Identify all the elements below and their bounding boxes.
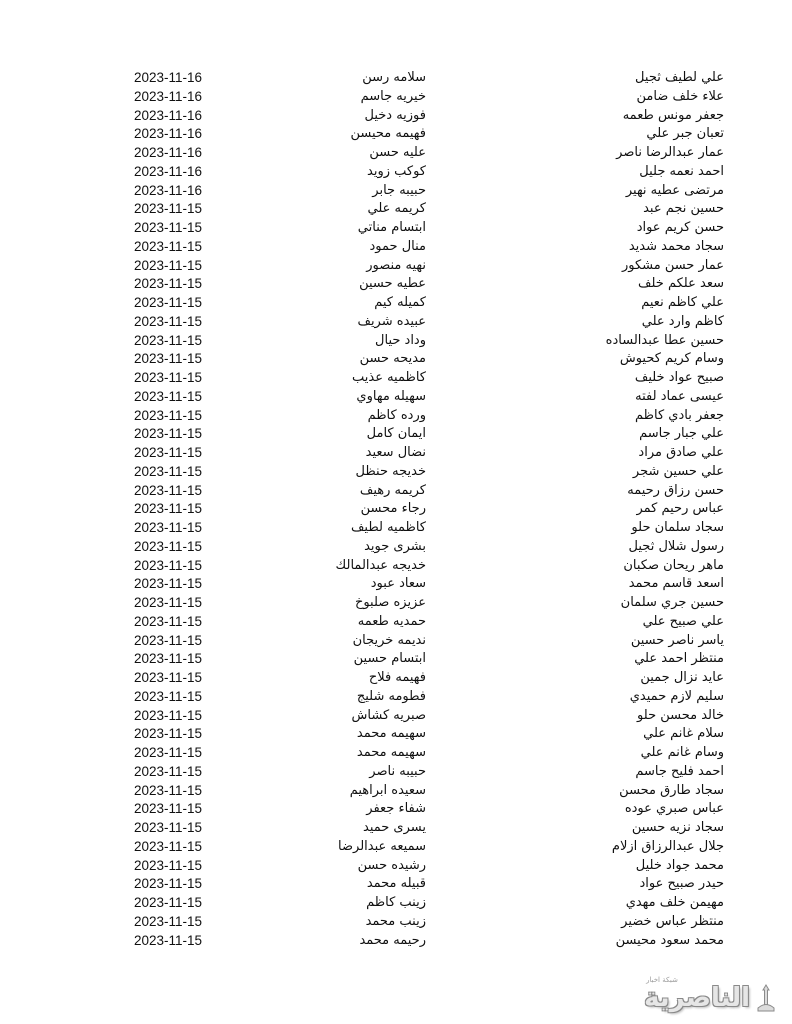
list-row (0, 350, 792, 369)
person-name: جلال عبدالرزاق ازلام (611, 838, 724, 854)
date-value: 2023-11-15 (134, 482, 203, 498)
date-value: 2023-11-15 (134, 557, 203, 573)
date-value: 2023-11-15 (134, 332, 203, 348)
mother-name: ورده كاظم (367, 407, 426, 423)
mother-name: رجاء محسن (360, 501, 426, 517)
mother-name: فطومه شليج (356, 688, 426, 704)
mother-name: عليه حسن (369, 145, 426, 160)
list-row (0, 275, 792, 294)
person-name: خالد محسن حلو (637, 707, 724, 723)
list-row (0, 407, 792, 426)
date-value: 2023-11-15 (134, 313, 203, 329)
mother-name: ايمان كامل (366, 426, 426, 442)
date-value: 2023-11-16 (134, 145, 203, 160)
person-name: ماهر ريحان صكبان (623, 557, 724, 573)
mother-name: كاظميه عذيب (351, 370, 426, 385)
list-row (0, 744, 792, 763)
mother-name: حبيبه جابر (372, 182, 426, 198)
person-name: سجاد سلمان حلو (631, 520, 724, 535)
list-row (0, 238, 792, 257)
mother-name: كميله كيم (374, 295, 426, 310)
list-row (0, 932, 792, 951)
date-value: 2023-11-15 (134, 201, 203, 217)
list-row (0, 538, 792, 557)
person-name: منتظر عباس خضير (621, 913, 724, 929)
list-row (0, 632, 792, 651)
date-value: 2023-11-15 (134, 707, 203, 723)
person-name: محمد سعود محيسن (615, 932, 724, 948)
person-name: وسام كريم كحيوش (619, 351, 724, 367)
watermark-logo (644, 976, 778, 1013)
list-row (0, 313, 792, 332)
date-value: 2023-11-15 (134, 895, 203, 910)
person-name: صبيح عواد خليف (634, 370, 724, 385)
date-value: 2023-11-15 (134, 801, 203, 817)
person-name: علي حسين شجر (632, 463, 724, 479)
mother-name: يسرى حميد (363, 820, 426, 835)
date-value: 2023-11-15 (134, 407, 203, 423)
list-row (0, 125, 792, 144)
person-name: علي لطيف ثجيل (635, 70, 724, 85)
person-name: علي كاظم نعيم (641, 295, 724, 310)
person-name: علي جبار جاسم (639, 426, 724, 442)
list-row (0, 163, 792, 182)
date-value: 2023-11-15 (134, 745, 203, 760)
mother-name: ابتسام مناتي (357, 220, 426, 235)
person-name: منتظر احمد علي (634, 651, 724, 667)
mother-name: مديحه حسن (359, 351, 426, 367)
person-name: تعبان جبر علي (646, 126, 724, 142)
list-row (0, 913, 792, 932)
person-name: علي صادق مراد (638, 445, 724, 460)
date-value: 2023-11-16 (134, 126, 203, 142)
list-row (0, 294, 792, 313)
person-name: عيسى عماد لفته (635, 388, 724, 404)
date-value: 2023-11-15 (134, 688, 203, 704)
list-row (0, 688, 792, 707)
mother-name: نهيه منصور (366, 257, 426, 273)
list-row (0, 219, 792, 238)
date-value: 2023-11-16 (134, 163, 203, 179)
person-name: وسام غانم علي (640, 745, 724, 760)
person-name: سجاد نزيه حسين (631, 820, 724, 835)
person-name: حسن رزاق رحيمه (627, 482, 724, 498)
date-value: 2023-11-15 (134, 220, 203, 235)
date-value: 2023-11-16 (134, 107, 203, 123)
list-row (0, 613, 792, 632)
list-row (0, 763, 792, 782)
mother-name: فوزيه دخيل (364, 107, 426, 123)
minaret-emblem-icon (754, 984, 778, 1012)
mother-name: نديمه خريجان (352, 632, 426, 648)
mother-name: فهيمه فلاح (368, 670, 426, 685)
mother-name: سهيمه محمد (356, 745, 426, 760)
person-name: اسعد قاسم محمد (628, 576, 724, 592)
date-value: 2023-11-15 (134, 463, 203, 479)
list-row (0, 500, 792, 519)
watermark-title: شبكة اخبار الناصرية (644, 976, 750, 1013)
date-value: 2023-11-15 (134, 876, 203, 892)
list-row (0, 144, 792, 163)
mother-name: رحيمه محمد (359, 932, 426, 948)
date-value: 2023-11-15 (134, 782, 203, 798)
list-row (0, 463, 792, 482)
list-row (0, 875, 792, 894)
person-name: كاظم وارد علي (641, 313, 724, 329)
mother-name: زينب كاظم (366, 895, 426, 910)
date-value: 2023-11-15 (134, 576, 203, 592)
mother-name: سهيمه محمد (356, 726, 426, 742)
list-row (0, 707, 792, 726)
list-row (0, 519, 792, 538)
list-row (0, 669, 792, 688)
list-row (0, 819, 792, 838)
date-value: 2023-11-16 (134, 88, 203, 104)
date-value: 2023-11-16 (134, 182, 203, 198)
mother-name: حبيبه ناصر (369, 763, 426, 779)
mother-name: فهيمه محيسن (350, 126, 426, 142)
person-name: علي صبيح علي (642, 613, 724, 629)
mother-name: سهيله مهاوي (356, 388, 426, 404)
date-value: 2023-11-15 (134, 276, 203, 292)
date-value: 2023-11-15 (134, 520, 203, 535)
list-row (0, 107, 792, 126)
person-name: رسول شلال ثجيل (628, 538, 724, 554)
mother-name: وداد حيال (375, 332, 426, 348)
person-name: عايد نزال جمين (640, 670, 724, 685)
list-row (0, 575, 792, 594)
list-row (0, 369, 792, 388)
list-row (0, 200, 792, 219)
date-value: 2023-11-15 (134, 351, 203, 367)
date-value: 2023-11-15 (134, 613, 203, 629)
person-name: سجاد طارق محسن (619, 782, 724, 798)
mother-name: سعيده ابراهيم (349, 782, 426, 798)
person-name: عمار عبدالرضا ناصر (616, 145, 724, 160)
date-value: 2023-11-15 (134, 670, 203, 685)
person-name: سعد علكم خلف (638, 276, 724, 292)
mother-name: رشيده حسن (357, 857, 426, 873)
person-name: حسين نجم عبد (643, 201, 724, 217)
mother-name: قبيله محمد (366, 876, 426, 892)
list-row (0, 69, 792, 88)
date-value: 2023-11-15 (134, 257, 203, 273)
date-value: 2023-11-15 (134, 238, 203, 254)
date-value: 2023-11-15 (134, 838, 203, 854)
list-row (0, 725, 792, 744)
date-value: 2023-11-15 (134, 595, 203, 610)
list-row (0, 838, 792, 857)
date-value: 2023-11-16 (134, 70, 203, 85)
mother-name: ابتسام حسين (353, 651, 426, 667)
list-row (0, 650, 792, 669)
mother-name: كريمه رهيف (359, 482, 426, 498)
mother-name: خيريه جاسم (360, 88, 426, 104)
person-name: علاء خلف ضامن (636, 88, 724, 104)
mother-name: بشرى جويد (364, 538, 426, 554)
mother-name: عبيده شريف (357, 313, 426, 329)
date-value: 2023-11-15 (134, 501, 203, 517)
mother-name: كاظميه لطيف (350, 520, 426, 535)
list-row (0, 332, 792, 351)
date-value: 2023-11-15 (134, 932, 203, 948)
list-row (0, 594, 792, 613)
list-row (0, 257, 792, 276)
mother-name: عطيه حسين (359, 276, 426, 292)
date-value: 2023-11-15 (134, 426, 203, 442)
person-name: سليم لازم حميدي (629, 688, 724, 704)
list-row (0, 782, 792, 801)
date-value: 2023-11-15 (134, 538, 203, 554)
date-value: 2023-11-15 (134, 295, 203, 310)
date-value: 2023-11-15 (134, 388, 203, 404)
mother-name: خديجه عبدالمالك (335, 557, 426, 573)
date-value: 2023-11-15 (134, 763, 203, 779)
mother-name: شفاء جعفر (366, 801, 426, 817)
list-row (0, 425, 792, 444)
date-value: 2023-11-15 (134, 857, 203, 873)
person-name: عباس صبري عوده (624, 801, 724, 817)
person-name: جعفر مونس طعمه (622, 107, 724, 123)
date-value: 2023-11-15 (134, 632, 203, 648)
date-value: 2023-11-15 (134, 913, 203, 929)
mother-name: سلامه رسن (362, 70, 426, 85)
mother-name: حمديه طعمه (357, 613, 426, 629)
list-row (0, 800, 792, 819)
person-name: ياسر ناصر حسين (630, 632, 724, 648)
mother-name: منال حمود (369, 238, 426, 254)
date-value: 2023-11-15 (134, 370, 203, 385)
names-list (0, 69, 792, 950)
person-name: عمار حسن مشكور (621, 257, 724, 273)
mother-name: عزيزه صلبوخ (354, 595, 426, 610)
date-value: 2023-11-15 (134, 445, 203, 460)
watermark-subtitle: شبكة اخبار (646, 976, 678, 984)
date-value: 2023-11-15 (134, 726, 203, 742)
person-name: محمد جواد خليل (635, 857, 724, 873)
person-name: جعفر بادي كاظم (634, 407, 724, 423)
mother-name: سعاد عبود (370, 576, 426, 592)
mother-name: كوكب زويد (367, 163, 426, 179)
mother-name: سميعه عبدالرضا (338, 838, 426, 854)
list-row (0, 444, 792, 463)
mother-name: نضال سعيد (365, 445, 426, 460)
list-row (0, 857, 792, 876)
list-row (0, 182, 792, 201)
list-row (0, 88, 792, 107)
mother-name: خديجه حنظل (355, 463, 426, 479)
person-name: مهيمن خلف مهدي (625, 895, 724, 910)
person-name: حيدر صبيح عواد (639, 876, 724, 892)
person-name: سجاد محمد شديد (628, 238, 724, 254)
mother-name: زينب محمد (365, 913, 426, 929)
list-row (0, 894, 792, 913)
mother-name: كريمه علي (367, 201, 426, 217)
date-value: 2023-11-15 (134, 651, 203, 667)
person-name: سلام غانم علي (643, 726, 724, 742)
list-row (0, 388, 792, 407)
mother-name: صبريه كشاش (351, 707, 426, 723)
person-name: حسين عطا عبدالساده (605, 332, 724, 348)
person-name: حسين جري سلمان (620, 595, 724, 610)
person-name: حسن كريم عواد (636, 220, 724, 235)
person-name: احمد نعمه جليل (639, 163, 724, 179)
person-name: مرتضى عطيه نهير (625, 182, 724, 198)
person-name: عباس رحيم كمر (636, 501, 724, 517)
person-name: احمد فليح جاسم (635, 763, 724, 779)
list-row (0, 482, 792, 501)
date-value: 2023-11-15 (134, 820, 203, 835)
list-row (0, 557, 792, 576)
